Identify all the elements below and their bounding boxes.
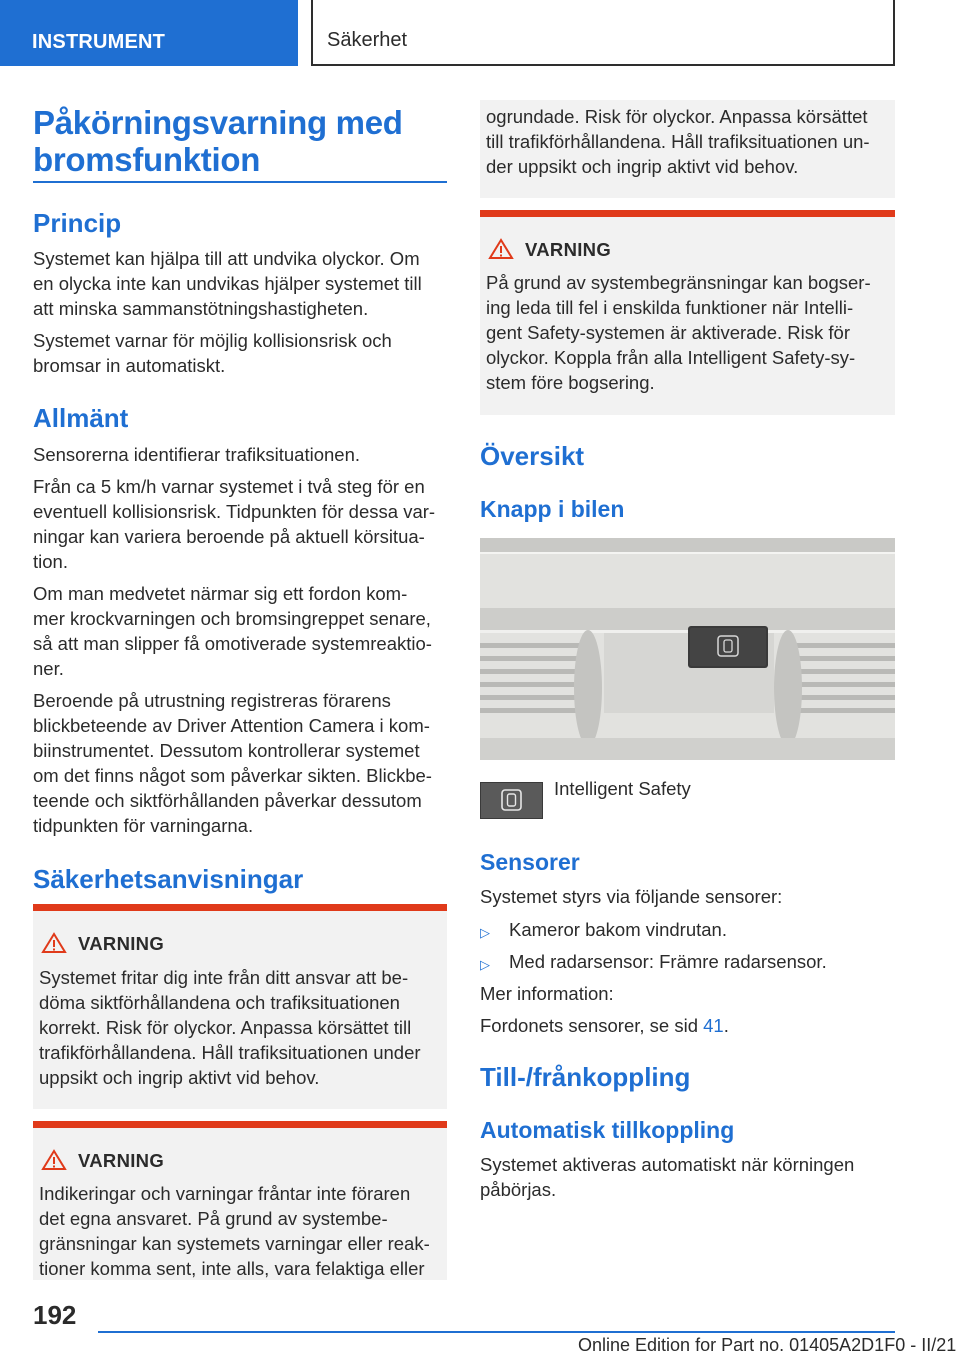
warning-text [486,104,870,179]
text-line: ningar kan variera beroende på aktuell körsitua‐ [33,526,425,547]
text-line: uppsikt och ingrip aktivt vid behov. [39,1067,320,1088]
heading-automatisk-tillkoppling: Automatisk tillkoppling [480,1117,735,1143]
warning-text [39,1181,430,1281]
warning-box [480,210,895,415]
section-tab [0,0,298,66]
text-line: gränsningar kan systemets varningar eller reak‐ [39,1233,430,1254]
text-line: döma siktförhållandena och trafiksituationen [39,992,400,1013]
warning-bar [33,1121,447,1128]
page-link[interactable]: 41 [703,1015,724,1036]
text-line: Om man medvetet närmar sig ett fordon kom‐ [33,583,408,604]
chapter-label: Säkerhet [327,29,408,51]
warning-bar [33,904,447,911]
footer-rule [98,1331,895,1333]
sensor-reference [480,1013,729,1038]
text-line: gent Safety-systemen är aktiverade. Risk för [486,322,850,343]
warning-text [39,965,421,1090]
heading-sensorer: Sensorer [480,849,580,875]
warning-triangle-icon [41,1149,67,1171]
heading-till-frankoppling: Till-/frånkoppling [480,1062,691,1092]
page-number: 192 [33,1300,77,1330]
page-title-line1: Påkörningsvarning med [33,104,403,141]
intelligent-safety-button-icon [480,782,543,819]
warning-box [33,1121,447,1280]
page-title-line2: bromsfunktion [33,141,261,178]
warning-box [33,904,447,1109]
text-line: Från ca 5 km/h varnar systemet i två steg för en [33,476,425,497]
text-line: Sensorerna identifierar trafiksituationen. [33,444,361,465]
text-line: att minska sammanstötningshastigheten. [33,298,369,319]
sensorer-intro: Systemet styrs via följande sensorer: [480,886,783,907]
text-line: korrekt. Risk för olyckor. Anpassa körsättet till [39,1017,412,1038]
auto-paragraph [480,1152,854,1202]
text-line: trafikförhållandena. Håll trafiksituationen under [39,1042,421,1063]
text-line: tion. [33,551,68,572]
text-line: Indikeringar och varningar fråntar inte föraren [39,1183,411,1204]
text-line: Systemet varnar för möjlig kollisionsrisk och [33,330,392,351]
text-line: till trafikförhållandena. Håll trafiksituationen un‐ [486,131,870,152]
allmant-paragraph-1 [33,442,360,467]
text-line: påbörjas. [480,1179,557,1200]
text-line: der uppsikt och ingrip aktivt vid behov. [486,156,799,177]
heading-oversikt: Översikt [480,441,585,471]
text-line: Beroende på utrustning registreras förarens [33,690,391,711]
button-caption: Intelligent Safety [554,778,691,799]
triangle-bullet-icon: ▷ [480,957,490,972]
text-line: stem före bogsering. [486,372,655,393]
text-line: olyckor. Koppla från alla Intelligent Safety-sy‐ [486,347,856,368]
text-line: biinstrumentet. Dessutom kontrollerar systemet [33,740,420,761]
edition-footer: Online Edition for Part no. 01405A2D1F0 - II/21 [578,1335,957,1355]
warning-triangle-icon [41,932,67,954]
allmant-paragraph-2 [33,474,435,574]
text-line: bromsar in automatiskt. [33,355,226,376]
warning-bar [480,210,895,217]
section-label: INSTRUMENT [32,31,166,53]
list-item-text: Med radarsensor: Främre radarsensor. [509,951,827,972]
allmant-paragraph-4 [33,688,432,838]
allmant-paragraph-3 [33,581,432,681]
heading-princip: Princip [33,208,122,238]
reference-text: Fordonets sensorer, se sid [480,1015,704,1036]
warning-title: VARNING [525,239,612,260]
heading-sakerhetsanvisningar: Säkerhetsanvisningar [33,864,304,894]
text-line: om det finns något som påverkar sikten. Blickbe‐ [33,765,432,786]
princip-paragraph-2 [33,328,392,378]
text-line: det egna ansvaret. På grund av systembe‐ [39,1208,388,1229]
warning-triangle-icon [488,238,514,260]
text-line: tioner komma sent, inte alls, vara felaktiga eller [39,1258,425,1279]
text-line: Systemet kan hjälpa till att undvika olyckor. Om [33,248,420,269]
heading-allmant: Allmänt [33,403,129,433]
warning-title: VARNING [78,933,165,954]
text-line: ing leda till fel i enskilda funktioner när Intelli‐ [486,297,854,318]
princip-paragraph-1 [33,246,422,321]
text-line: tidpunkten för varningarna. [33,815,254,836]
reference-end: . [723,1015,729,1036]
chapter-tab [311,0,895,66]
warning-title: VARNING [78,1150,165,1171]
page-title [33,104,403,178]
text-line: ner. [33,658,64,679]
list-item-text: Kameror bakom vindrutan. [509,919,727,940]
text-line: så att man slipper få omotiverade systemreaktio‐ [33,633,432,654]
text-line: mer krockvarningen och bromsingreppet senare, [33,608,431,629]
dashboard-illustration [480,538,895,760]
triangle-bullet-icon: ▷ [480,925,490,940]
more-information-label: Mer information: [480,983,614,1004]
text-line: Systemet fritar dig inte från ditt ansvar att be‐ [39,967,409,988]
warning-continuation-box [480,100,895,198]
text-line: teende och siktförhållanden påverkar dessutom [33,790,422,811]
heading-knapp-i-bilen: Knapp i bilen [480,496,625,522]
text-line: ogrundade. Risk för olyckor. Anpassa körsättet [486,106,868,127]
title-rule [33,181,447,183]
dashboard-button-photo [480,538,895,760]
warning-text [486,270,871,395]
text-line: eventuell kollisionsrisk. Tidpunkten för dessa var‐ [33,501,436,522]
text-line: På grund av systembegränsningar kan bogser‐ [486,272,871,293]
text-line: Systemet aktiveras automatiskt när körningen [480,1154,855,1175]
text-line: blickbeteende av Driver Attention Camera i kom‐ [33,715,430,736]
text-line: en olycka inte kan undvikas hjälper systemet till [33,273,422,294]
